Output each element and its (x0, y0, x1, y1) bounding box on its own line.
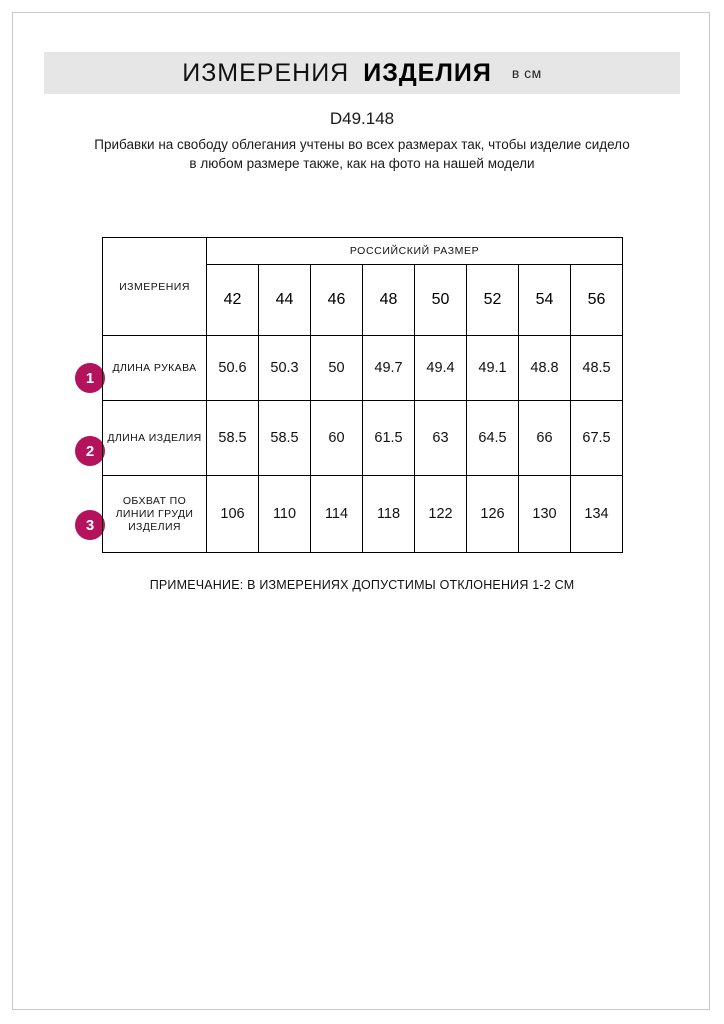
measurements-table (102, 237, 623, 553)
row-marker-3: 3 (75, 510, 105, 540)
size-header-52: 52 (467, 265, 519, 336)
intro-text: Прибавки на свободу облегания учтены во всех размерах так, чтобы изделие сидело в любом размере также, как на фото на нашей модели (94, 137, 630, 171)
table-row (103, 336, 623, 401)
cell-chest-44: 110 (259, 476, 311, 553)
table-row (103, 476, 623, 553)
cell-sleeve-52: 49.1 (467, 336, 519, 401)
cell-length-54: 66 (519, 401, 571, 476)
cell-sleeve-50: 49.4 (415, 336, 467, 401)
cell-length-56: 67.5 (571, 401, 623, 476)
article-code: D49.148 (329, 109, 395, 128)
cell-length-50: 63 (415, 401, 467, 476)
size-header-46: 46 (311, 265, 363, 336)
cell-chest-54: 130 (519, 476, 571, 553)
cell-sleeve-54: 48.8 (519, 336, 571, 401)
cell-sleeve-42: 50.6 (207, 336, 259, 401)
size-header-48: 48 (363, 265, 415, 336)
table-corner-header: ИЗМЕРЕНИЯ (103, 238, 207, 336)
cell-length-44: 58.5 (259, 401, 311, 476)
header-title-bold: ИЗДЕЛИЯ (363, 58, 492, 87)
cell-chest-42: 106 (207, 476, 259, 553)
cell-length-48: 61.5 (363, 401, 415, 476)
cell-chest-52: 126 (467, 476, 519, 553)
cell-chest-46: 114 (311, 476, 363, 553)
cell-sleeve-44: 50.3 (259, 336, 311, 401)
size-header-50: 50 (415, 265, 467, 336)
header-title-left: ИЗМЕРЕНИЯ (182, 58, 350, 87)
table-group-header: РОССИЙСКИЙ РАЗМЕР (207, 238, 623, 265)
measurements-table-wrapper (102, 237, 622, 553)
row-marker-2: 2 (75, 436, 105, 466)
tolerance-note: ПРИМЕЧАНИЕ: В ИЗМЕРЕНИЯХ ДОПУСТИМЫ ОТКЛОНЕНИЯ 1-2 СМ (149, 578, 575, 592)
cell-length-46: 60 (311, 401, 363, 476)
cell-sleeve-46: 50 (311, 336, 363, 401)
cell-chest-56: 134 (571, 476, 623, 553)
size-header-42: 42 (207, 265, 259, 336)
row-label-product-length: ДЛИНА ИЗДЕЛИЯ (103, 401, 207, 476)
cell-sleeve-56: 48.5 (571, 336, 623, 401)
page-header-band (44, 52, 680, 94)
row-label-chest-girth: ОБХВАТ ПО ЛИНИИ ГРУДИ ИЗДЕЛИЯ (103, 476, 207, 553)
size-header-56: 56 (571, 265, 623, 336)
row-label-sleeve-length: ДЛИНА РУКАВА (103, 336, 207, 401)
cell-length-42: 58.5 (207, 401, 259, 476)
header-units: в см (511, 65, 542, 81)
cell-length-52: 64.5 (467, 401, 519, 476)
size-chart-page (12, 12, 710, 1010)
cell-sleeve-48: 49.7 (363, 336, 415, 401)
cell-chest-50: 122 (415, 476, 467, 553)
size-header-44: 44 (259, 265, 311, 336)
cell-chest-48: 118 (363, 476, 415, 553)
row-marker-1: 1 (75, 363, 105, 393)
table-row (103, 401, 623, 476)
table-group-header-row (103, 238, 623, 265)
size-header-54: 54 (519, 265, 571, 336)
